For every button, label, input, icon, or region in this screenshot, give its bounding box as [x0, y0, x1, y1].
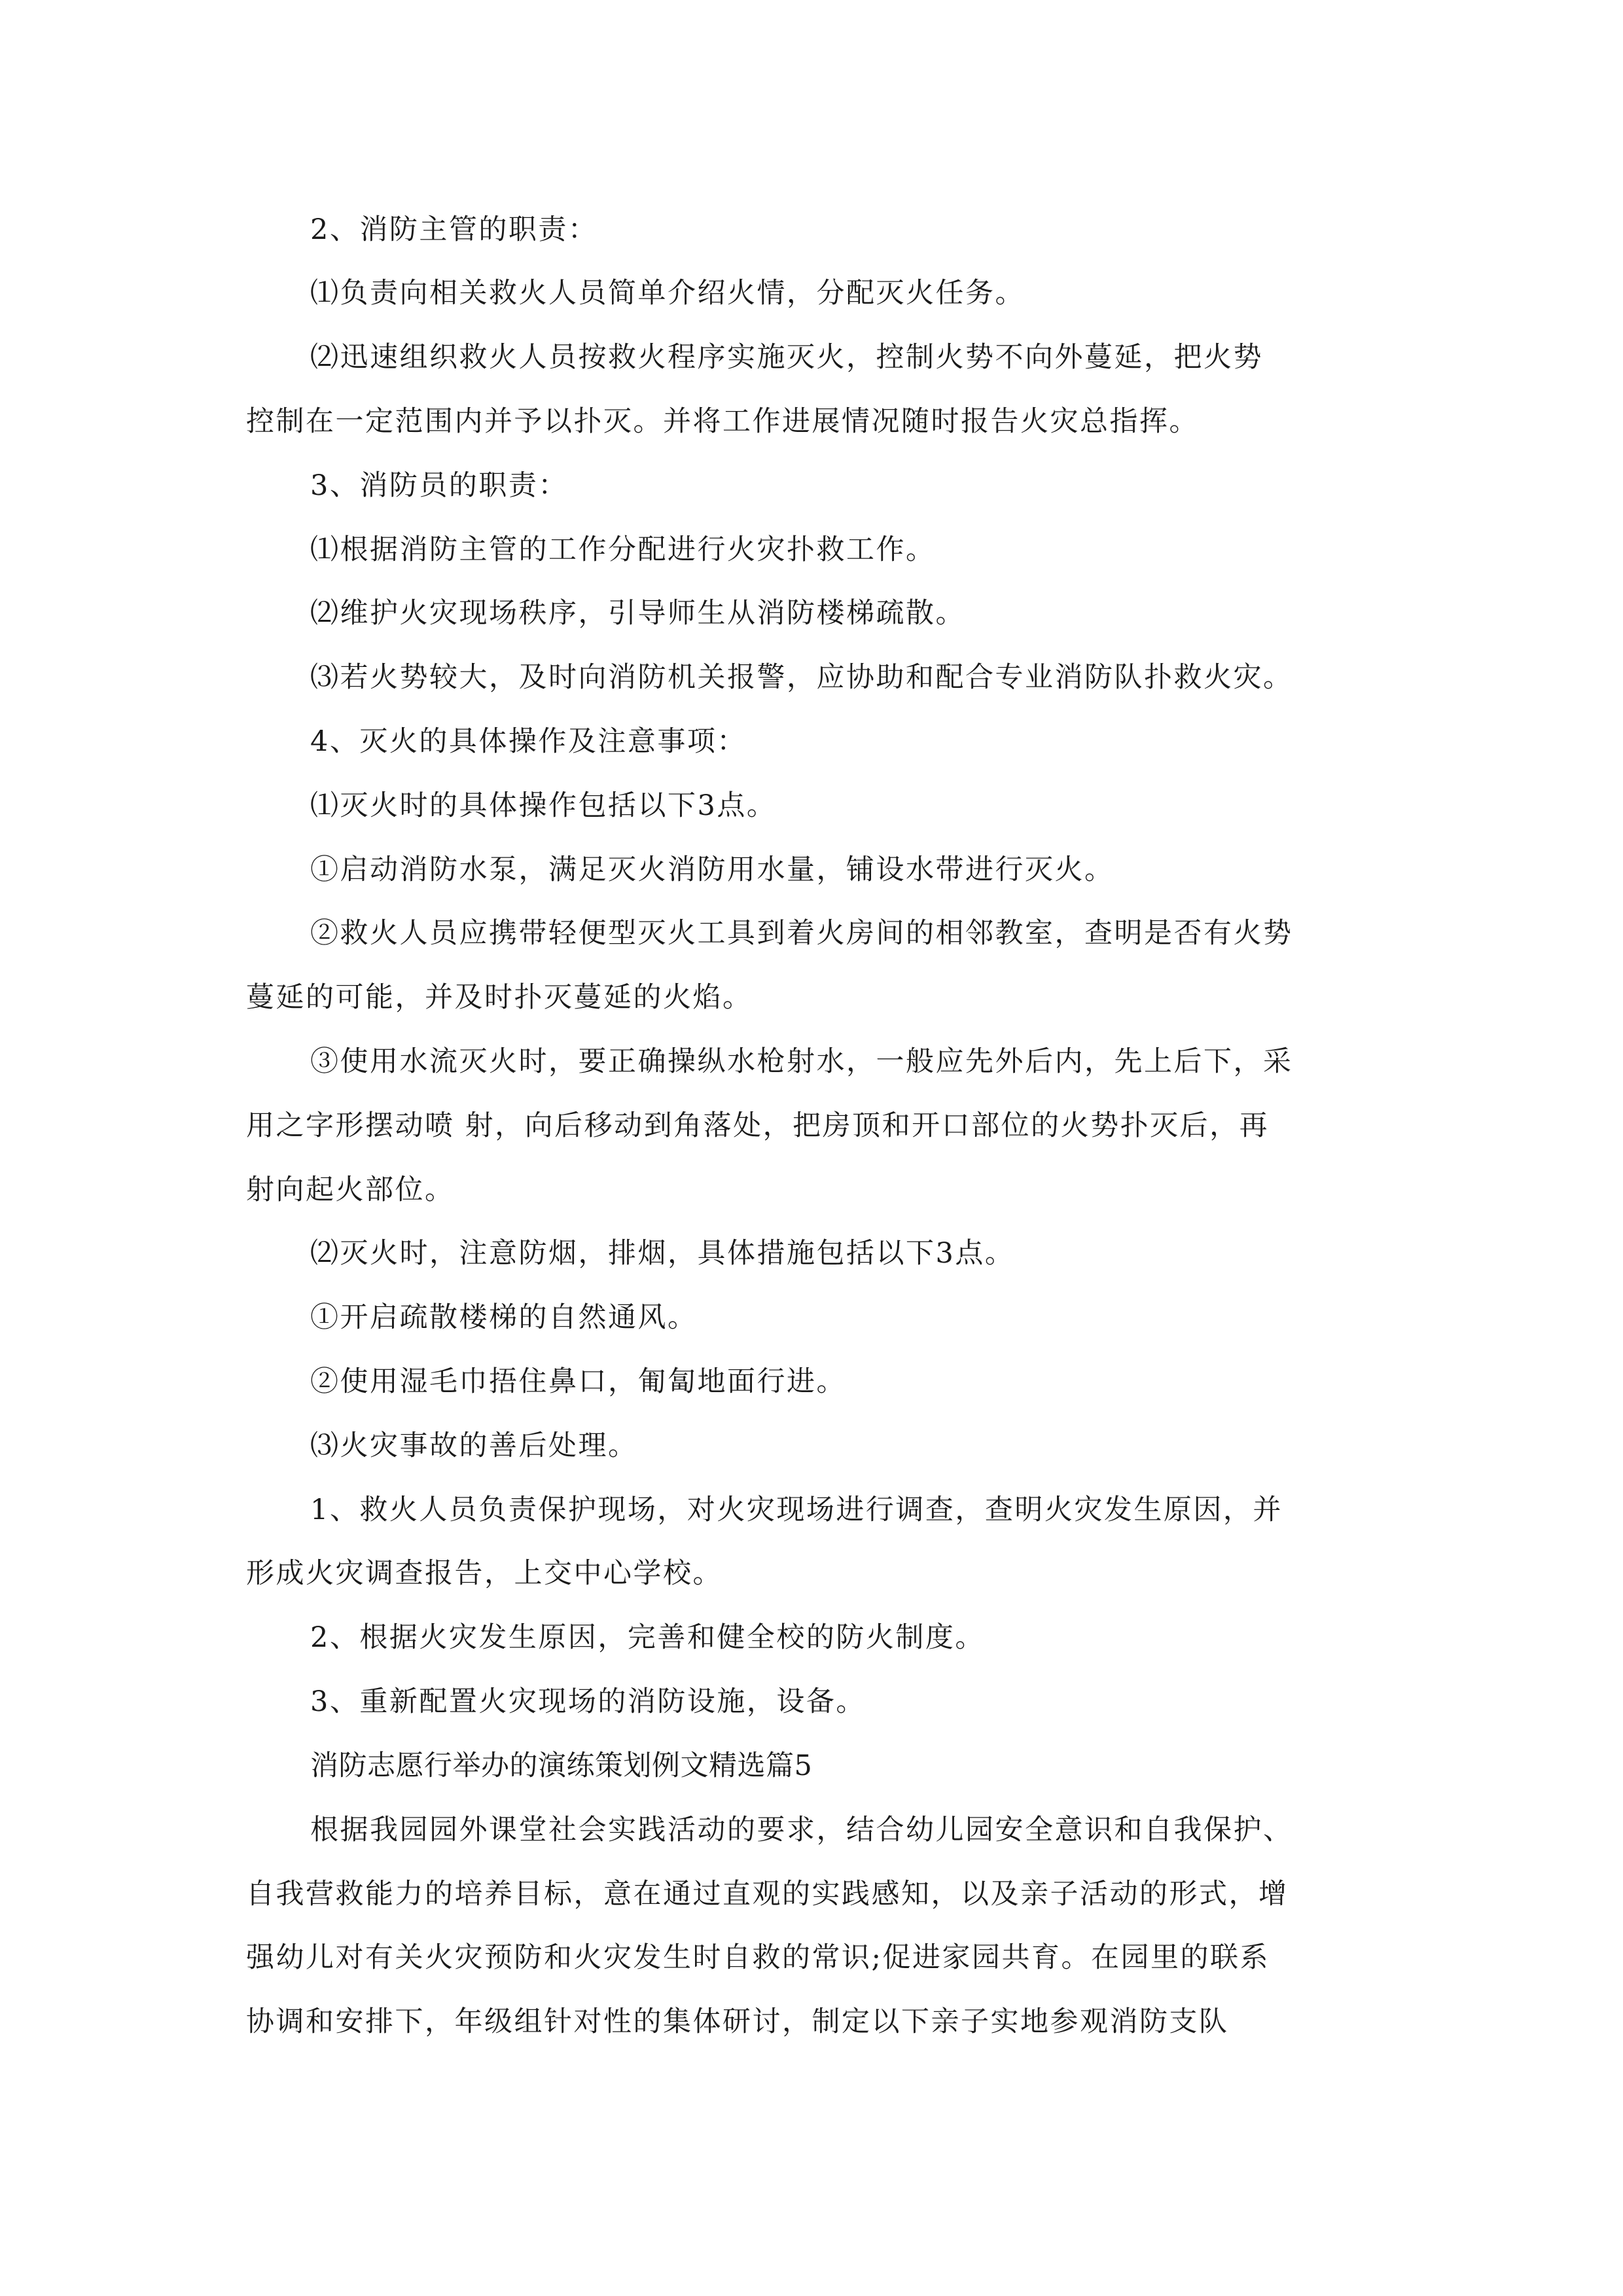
- paragraph-line: 自我营救能力的培养目标，意在通过直观的实践感知，以及亲子活动的形式，增: [246, 1878, 1289, 1910]
- paragraph-line: 蔓延的可能，并及时扑灭蔓延的火焰。: [246, 981, 753, 1014]
- article-title: 消防志愿行举办的演练策划例文精选篇5: [310, 1749, 813, 1782]
- paragraph-line: 根据我园园外课堂社会实践活动的要求，结合幼儿园安全意识和自我保护、: [310, 1814, 1293, 1846]
- paragraph-line: 2、根据火灾发生原因，完善和健全校的防火制度。: [310, 1621, 985, 1654]
- paragraph-line: 3、重新配置火灾现场的消防设施，设备。: [310, 1685, 866, 1718]
- section-heading-firefighter-duties: 3、消防员的职责：: [310, 469, 568, 502]
- paragraph-line: ②救火人员应携带轻便型灭火工具到着火房间的相邻教室，查明是否有火势: [310, 917, 1293, 950]
- paragraph-line: ①启动消防水泵，满足灭火消防用水量，铺设水带进行灭火。: [310, 853, 1115, 886]
- paragraph-line: 用之字形摆动喷 射，向后移动到角落处，把房顶和开口部位的火势扑灭后，再: [246, 1109, 1270, 1142]
- paragraph-line: 控制在一定范围内并予以扑灭。并将工作进展情况随时报告火灾总指挥。: [246, 405, 1199, 438]
- section-heading-extinguishing: 4、灭火的具体操作及注意事项：: [310, 725, 747, 758]
- paragraph-line: 射向起火部位。: [246, 1174, 455, 1206]
- paragraph-line: 1、救火人员负责保护现场，对火灾现场进行调查，查明火灾发生原因，并: [310, 1494, 1283, 1526]
- paragraph-line: ⑴负责向相关救火人员简单介绍火情，分配灭火任务。: [310, 277, 1025, 310]
- paragraph-line: ⑶火灾事故的善后处理。: [310, 1429, 638, 1462]
- paragraph-line: ⑵迅速组织救火人员按救火程序实施灭火，控制火势不向外蔓延，把火势: [310, 341, 1263, 374]
- paragraph-line: ⑴根据消防主管的工作分配进行火灾扑救工作。: [310, 533, 936, 566]
- section-heading-supervisor-duties: 2、消防主管的职责：: [310, 213, 598, 246]
- paragraph-line: 协调和安排下，年级组针对性的集体研讨，制定以下亲子实地参观消防支队: [246, 2005, 1229, 2038]
- paragraph-line: 形成火灾调查报告，上交中心学校。: [246, 1557, 722, 1590]
- paragraph-line: ⑵灭火时，注意防烟，排烟，具体措施包括以下3点。: [310, 1237, 1015, 1270]
- paragraph-line: ①开启疏散楼梯的自然通风。: [310, 1301, 698, 1334]
- paragraph-line: ③使用水流灭火时，要正确操纵水枪射水，一般应先外后内，先上后下，采: [310, 1045, 1293, 1078]
- paragraph-line: ②使用湿毛巾捂住鼻口，匍匐地面行进。: [310, 1365, 846, 1398]
- paragraph-line: ⑵维护火灾现场秩序，引导师生从消防楼梯疏散。: [310, 597, 965, 630]
- paragraph-line: 强幼儿对有关火灾预防和火灾发生时自救的常识;促进家园共育。在园里的联系: [246, 1941, 1270, 1974]
- paragraph-line: ⑴灭火时的具体操作包括以下3点。: [310, 789, 777, 822]
- paragraph-line: ⑶若火势较大，及时向消防机关报警，应协助和配合专业消防队扑救火灾。: [310, 661, 1293, 694]
